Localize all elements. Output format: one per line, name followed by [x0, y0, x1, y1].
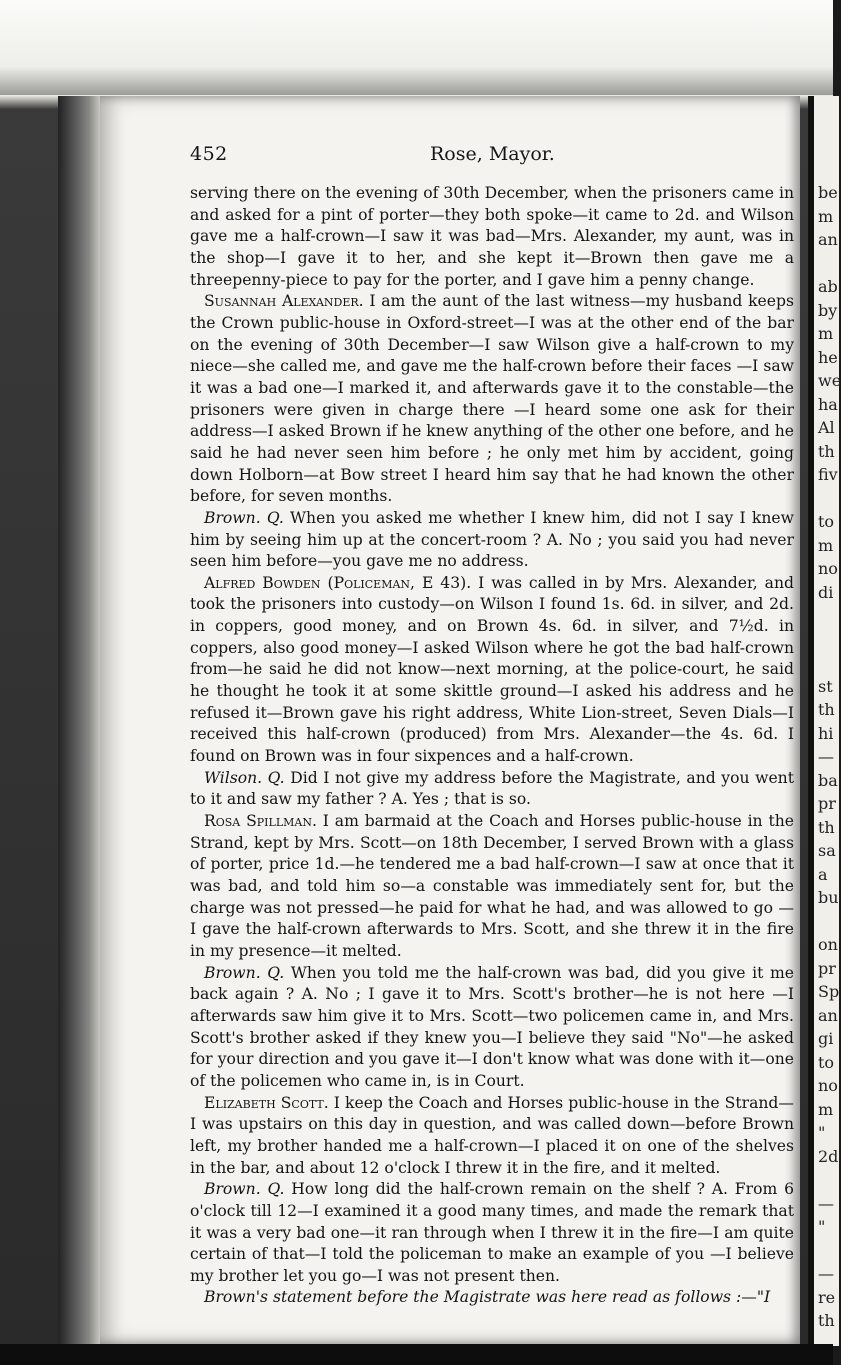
paragraph-text: When you told me the half-crown was bad, did you give it me back again ? A. No ; I gave it to Mrs. Scott's brother—he is not here —I afterwards saw him give it to Mrs. Scott—two policemen came in, and Mrs. Scott's brother asked if they knew you—I believe they said "No"—he asked for your direction and you gave it—I don't know what was done with it—one of the policemen who came in, is in Court.: [190, 963, 794, 1090]
facing-page-fragment: pr: [818, 958, 836, 978]
facing-page-fragment: on: [818, 935, 838, 954]
facing-page-fragment: [814, 1241, 839, 1265]
facing-page-fragment: m: [818, 1099, 834, 1119]
testimony-paragraph: [190, 963, 794, 1093]
facing-page-fragment: 2d: [818, 1146, 839, 1166]
facing-page-fragment: ha: [818, 394, 838, 414]
facing-page-fragment: a: [818, 864, 828, 884]
testimony-paragraph: [190, 1179, 794, 1287]
facing-page-fragment: sa: [818, 841, 836, 860]
facing-page-fragment: th: [818, 1311, 835, 1330]
facing-page-fragment: [814, 489, 839, 513]
facing-page-fragment: [814, 653, 839, 677]
facing-page-fragment: —: [818, 1193, 834, 1213]
facing-page-fragment: th: [818, 700, 835, 719]
paragraph-text: How long did the half-crown remain on the shelf ? A. From 6 o'clock till 12—I examined it a good many times, and made the remark that it was a very bad one—it ran through when I threw it in the fire—I am quite certain of that—I told the policeman to make an example of you —I believe my brother let you go—I was not present then.: [190, 1180, 795, 1285]
facing-page-fragment: no: [818, 559, 838, 578]
paragraph-text: Brown's statement before the Magistrate was here read as follows :—"I: [204, 1288, 771, 1307]
testimony-paragraph: [190, 768, 794, 811]
facing-page-fragment: di: [818, 582, 834, 602]
paragraph-text: I was called in by Mrs. Alexander, and took the prisoners into custody—on Wilson I found 1s. 6d. in silver, and 2d. in coppers, good money, and on Brown 4s. 6d. in silver, and 7½d. in coppers, also good money—I asked Wilson where he got the bad half-crown from—he said he did not know—next morning, at the police-court, he said he thought he took it at some skittle ground—I asked his address and he refused it—Brown gave his right address, White Lion-street, Seven Dials—I received this half-crown (produced) from Mrs. Alexander—the 4s. 6d. I found on Brown was in four sixpences and a half-crown.: [190, 573, 794, 766]
text-paragraph: [190, 183, 794, 291]
facing-page-fragment: an: [818, 230, 838, 249]
facing-page-fragment: m: [818, 324, 834, 343]
testimony-paragraph: [190, 811, 794, 963]
running-head-text: Rose, Mayor.: [430, 143, 555, 165]
facing-page-fragment: m: [818, 535, 834, 555]
paragraph-text: I am the aunt of the last witness—my husband keeps the Crown public-house in Oxford-street—I was at the other end of the bar on the evening of 30th December—I saw Wilson give a half-crown to my niece—she called me, and gave me the half-crown before their faces —I saw it was a bad one—I marked it, and afterwards gave it to the constable—the prisoners were given in charge there —I heard some one ask for their address—I asked Brown if he knew anything of the other one before, and he said he had never seen him before ; he only met him by accident, going down Holborn—at Bow street I heard him say that he had known the other before, for seven months.: [190, 292, 794, 506]
testimony-paragraph: [190, 291, 794, 508]
facing-page-fragment: hi: [818, 723, 834, 743]
facing-page-fragment: to: [818, 1052, 835, 1072]
facing-page-fragment: an: [818, 1005, 838, 1025]
facing-page-fragment: bu: [818, 888, 839, 907]
body-text: [190, 183, 794, 1309]
facing-page-fragment: Al: [818, 418, 835, 437]
facing-page-fragment: —: [818, 1264, 834, 1283]
facing-page-fragment: by: [818, 300, 838, 320]
facing-page-fragment: [814, 606, 839, 630]
speaker-label: Wilson. Q.: [204, 768, 285, 787]
facing-page-fragment: th: [818, 817, 835, 837]
facing-page-fragment: [814, 630, 839, 654]
facing-page-fragment: he: [818, 347, 838, 367]
speaker-label: Elizabeth Scott.: [204, 1093, 329, 1112]
paragraph-text: I keep the Coach and Horses public-house in the Strand—I was upstairs on this day in question, and was called down—before Brown left, my brother handed me a half-crown—I placed it on one of the shelves in the bar, and about 12 o'clock I threw it in the fire, and it melted.: [190, 1093, 794, 1177]
facing-page-fragment: ab: [818, 277, 838, 296]
facing-page-fragment: ": [818, 1217, 826, 1236]
speaker-label: Alfred Bowden (Policeman, E 43).: [204, 573, 472, 592]
paragraph-text: Did I not give my address before the Magistrate, and you went to it and saw my father ? A. Yes ; that is so.: [190, 768, 794, 809]
book-spine-shadow: [58, 96, 103, 1346]
bottom-edge: [0, 1344, 833, 1365]
facing-page-fragment: Sp: [818, 982, 840, 1001]
facing-page-spacer: [814, 96, 839, 183]
facing-page-fragment: [814, 254, 839, 278]
facing-page-fragment: th: [818, 441, 835, 461]
facing-page-fragment: gi: [818, 1029, 834, 1048]
text-paragraph: [190, 1287, 794, 1309]
testimony-paragraph: [190, 573, 794, 768]
facing-page-fragment: —: [818, 747, 834, 766]
paragraph-text: When you asked me whether I knew him, did not I say I knew him by seeing him up at the concert-room ? A. No ; you said you had never seen him before—you gave me no address.: [190, 508, 794, 571]
speaker-label: Brown. Q.: [204, 508, 284, 527]
top-margin: [0, 0, 833, 95]
facing-page-fragment: be: [818, 183, 838, 202]
facing-page-fragment: re: [818, 1287, 836, 1307]
testimony-paragraph: [190, 1093, 794, 1180]
facing-page-fragment: fiv: [818, 465, 838, 484]
facing-page-fragment: ba: [818, 770, 838, 790]
speaker-label: Brown. Q.: [204, 963, 285, 982]
facing-page-edge: [808, 96, 839, 1346]
speaker-label: Brown. Q.: [204, 1180, 285, 1199]
paragraph-text: I am barmaid at the Coach and Horses public-house in the Strand, kept by Mrs. Scott—on 18th December, I served Brown with a glass of porter, price 1d.—he tendered me a bad half-crown—I saw at once that it was bad, and told him so—a constable was immediately sent for, but the charge was not pressed—he paid for what he had, and was allowed to go —I gave the half-crown afterwards to Mrs. Scott, and she threw it in the fire in my presence—it melted.: [190, 812, 794, 960]
facing-page-fragment: no: [818, 1076, 838, 1095]
facing-page-fragment: pr: [818, 794, 836, 813]
page-header: [190, 143, 790, 169]
testimony-paragraph: [190, 508, 794, 573]
facing-page-fragment: ": [818, 1123, 826, 1142]
running-head: [430, 143, 555, 165]
facing-page-fragment: st: [818, 676, 833, 696]
page-number: 452: [190, 143, 228, 165]
facing-page-fragment: m: [818, 206, 834, 226]
facing-page-fragment: [814, 912, 839, 936]
facing-page-fragment: we: [818, 371, 841, 390]
facing-page-fragment: [814, 1170, 839, 1194]
paragraph-text: serving there on the evening of 30th December, when the prisoners came in and asked for a pint of porter—they both spoke—it came to 2d. and Wilson gave me a half-crown—I saw it was bad—Mrs. Alexander, my aunt, was in the shop—I gave it to her, and she kept it—Brown then gave me a threepenny-piece to pay for the porter, and I gave him a penny change.: [190, 184, 794, 289]
facing-page-fragment: to: [818, 512, 835, 531]
speaker-label: Rosa Spillman.: [204, 812, 317, 831]
speaker-label: Susannah Alexander.: [204, 292, 364, 311]
